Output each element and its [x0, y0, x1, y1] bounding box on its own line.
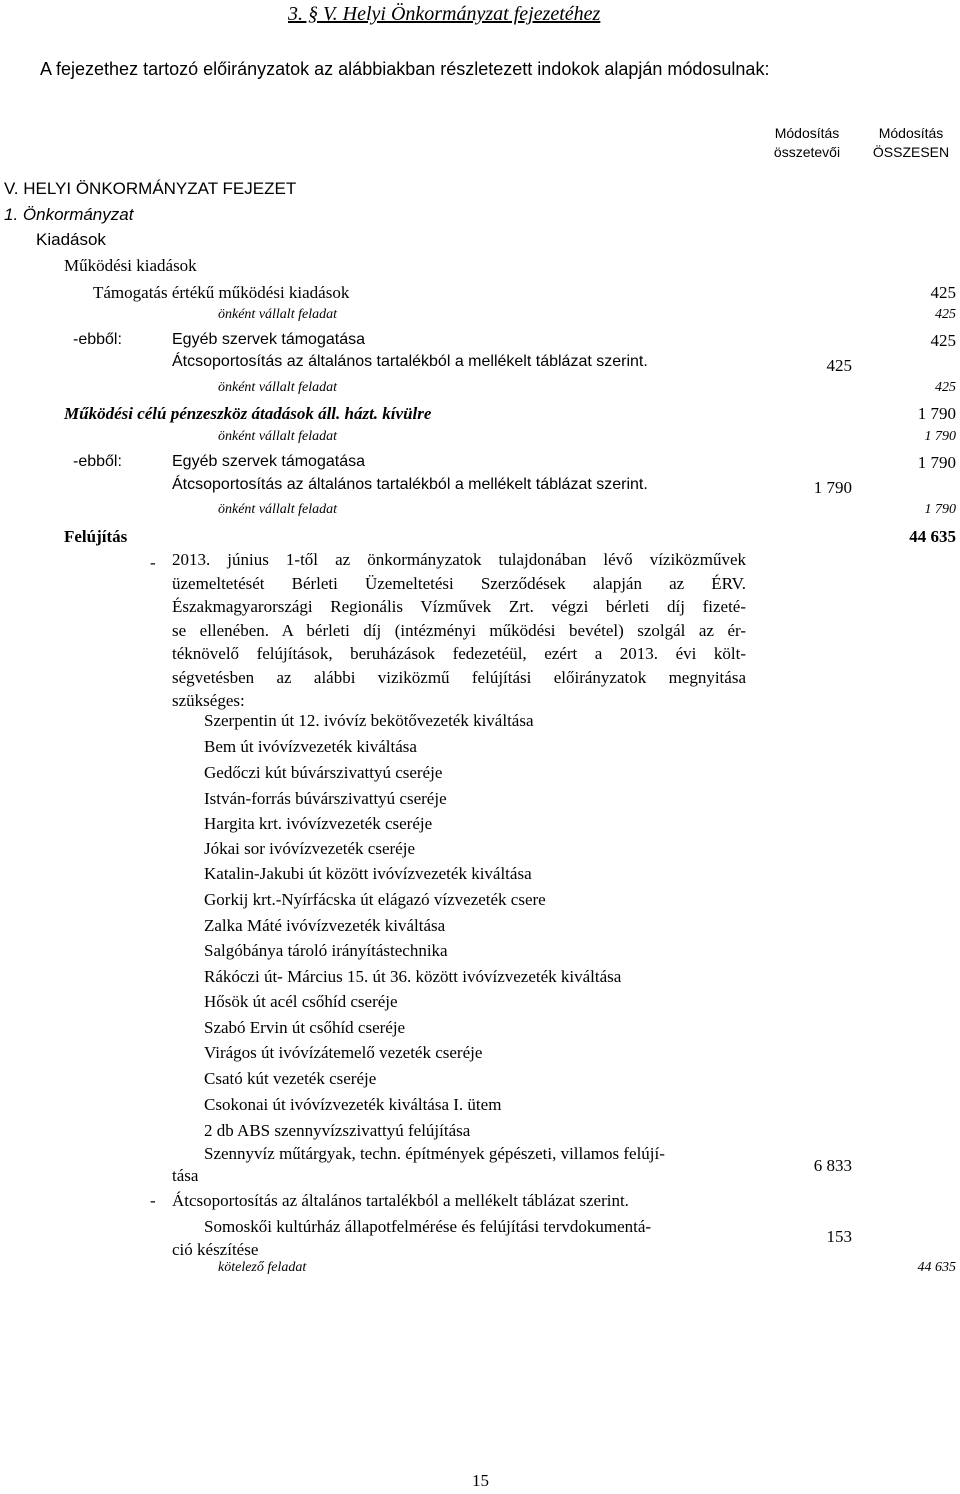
sec1-of-which: -ebből: [73, 331, 122, 348]
sec1-voluntary-label: önként vállalt feladat [218, 307, 337, 322]
sewer-item [172, 1143, 746, 1187]
paragraph-line: 2013. június 1-től az önkormányzatok tulajdonában lévő víziközművek [172, 550, 746, 569]
paragraph-line: üzemeltetését Bérleti Üzemeltetési Szerződések alapján az ÉRV. [172, 573, 746, 593]
unit-title: 1. Önkormányzat [4, 205, 134, 224]
sec2-regroup-label: Átcsoportosítás az általános tartalékból a mellékelt táblázat szerint. [172, 476, 648, 493]
column-header-total-line2: ÖSSZESEN [872, 144, 950, 160]
sec1-regroup-label: Átcsoportosítás az általános tartalékból a mellékelt táblázat szerint. [172, 353, 648, 370]
item-label: Gedőczi kút búvárszivattyú cseréje [204, 763, 443, 782]
sec2-of-which: -ebből: [73, 453, 122, 470]
column-header-total-line1: Módosítás [878, 125, 944, 141]
sec2-support-label: Egyéb szervek támogatása [172, 453, 365, 470]
sec2-regroup-value: 1 790 [813, 478, 852, 497]
item-label: Bem út ivóvízvezeték kiváltása [204, 737, 417, 756]
somoskoi-item-value: 153 [826, 1227, 852, 1246]
sec1-support-label: Egyéb szervek támogatása [172, 331, 365, 348]
item-label: Salgóbánya tároló irányítástechnika [204, 941, 448, 960]
sewer-item-line1: Szennyvíz műtárgyak, techn. építmények gépészeti, villamos felújí- [204, 1144, 665, 1163]
item-label: Katalin-Jakubi út között ivóvízvezeték kiváltása [204, 864, 532, 883]
item-label: Hősök út acél csőhíd cseréje [204, 992, 398, 1011]
sewer-item-value: 6 833 [813, 1156, 852, 1175]
item-label: Csokonai út ivóvízvezeték kiváltása I. ütem [204, 1095, 502, 1114]
column-header-total [864, 124, 958, 162]
column-header-components-line2: összetevői [773, 144, 841, 160]
renovation-regroup-dash: - [150, 1191, 156, 1210]
page-number: 15 [472, 1471, 489, 1490]
item-label: Rákóczi út- Március 15. út 36. között ivóvízvezeték kiváltása [204, 967, 622, 986]
item-label: Jókai sor ivóvízvezeték cseréje [204, 839, 415, 858]
sewer-item-line2: tása [172, 1166, 199, 1185]
renovation-paragraph [172, 548, 746, 713]
intro-text: A fejezethez tartozó előirányzatok az alábbiakban részletezett indokok alapján módosulnak: [40, 59, 770, 79]
chapter-title: V. HELYI ÖNKORMÁNYZAT FEJEZET [4, 179, 297, 198]
sec2-total: 1 790 [917, 404, 956, 423]
sec2-support-value: 1 790 [917, 453, 956, 472]
somoskoi-item-line2: ció készítése [172, 1240, 259, 1259]
renovation-regroup-label: Átcsoportosítás az általános tartalékból a mellékelt táblázat szerint. [172, 1191, 629, 1210]
item-label: 2 db ABS szennyvízszivattyú felújítása [204, 1121, 471, 1140]
paragraph-line: se ellenében. A bérleti díj (intézményi működési bevétel) szolgál az ér- [172, 620, 746, 640]
paragraph-line: szükséges: [172, 691, 245, 710]
item-label: Zalka Máté ivóvízvezeték kiváltása [204, 916, 446, 935]
sec1-voluntary2-value: 425 [935, 380, 956, 395]
column-header-components [760, 124, 854, 162]
renovation-dash: - [150, 553, 156, 572]
mandatory-label: kötelező feladat [218, 1260, 307, 1275]
paragraph-line: ségvetésben az alábbi viziközmű felújítási előirányzatok megnyitása [172, 667, 746, 687]
column-header-components-line1: Módosítás [774, 125, 840, 141]
renovation-total: 44 635 [909, 527, 956, 546]
item-label: Gorkij krt.-Nyírfácska út elágazó vízvezeték csere [204, 890, 546, 909]
operating-expenses-heading: Működési kiadások [64, 256, 197, 275]
sec2-title: Működési célú pénzeszköz átadások áll. házt. kívülre [64, 404, 432, 423]
item-label: Hargita krt. ivóvízvezeték cseréje [204, 814, 433, 833]
sec1-support-value: 425 [930, 331, 956, 350]
paragraph-line: Északmagyarországi Regionális Vízművek Zrt. végzi bérleti díj fizeté- [172, 597, 746, 616]
sec2-voluntary2-value: 1 790 [924, 502, 956, 517]
item-label: Virágos út ivóvízátemelő vezeték cseréje [204, 1043, 483, 1062]
mandatory-value: 44 635 [917, 1260, 956, 1275]
paragraph-line: téknövelő felújítások, beruházások fedezetéül, ezért a 2013. évi költ- [172, 644, 746, 663]
somoskoi-item-line1: Somoskői kultúrház állapotfelmérése és felújítási tervdokumentá- [204, 1217, 652, 1236]
item-label: Csató kút vezeték cseréje [204, 1069, 377, 1088]
sec2-voluntary-label: önként vállalt feladat [218, 429, 337, 444]
sec1-voluntary-value: 425 [935, 307, 956, 322]
sec1-title: Támogatás értékű működési kiadások [93, 283, 350, 302]
expenses-heading: Kiadások [36, 230, 106, 249]
page-title: 3. § V. Helyi Önkormányzat fejezetéhez [288, 3, 601, 25]
somoskoi-item [172, 1215, 746, 1261]
item-label: Szabó Ervin út csőhíd cseréje [204, 1018, 406, 1037]
item-label: Szerpentin út 12. ivóvíz bekötővezeték kiváltása [204, 711, 534, 730]
sec1-voluntary2-label: önként vállalt feladat [218, 380, 337, 395]
item-label: István-forrás búvárszivattyú cseréje [204, 789, 447, 808]
sec2-voluntary2-label: önként vállalt feladat [218, 502, 337, 517]
sec2-voluntary-value: 1 790 [924, 429, 956, 444]
sec1-total: 425 [930, 283, 956, 302]
renovation-title: Felújítás [64, 527, 128, 546]
sec1-regroup-value: 425 [826, 356, 852, 375]
